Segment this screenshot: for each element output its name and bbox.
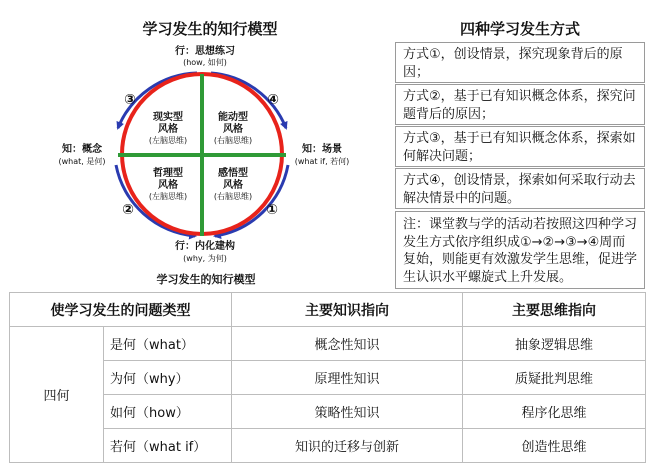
row-thinking: 抽象逻辑思维 <box>463 327 646 361</box>
knowing-acting-model-diagram <box>0 38 390 290</box>
marker-bottom-right: ① <box>266 202 278 218</box>
quadrant-top-right-name: 能动型 <box>218 112 248 123</box>
header-knowledge: 主要知识指向 <box>232 293 463 327</box>
axis-label-bottom: 行：内化建构 <box>175 241 235 252</box>
marker-top-right: ④ <box>267 92 279 108</box>
note-text: 注：课堂教与学的活动若按照这四种学习发生方式依序组织成①→②→③→④周而复始，则能更有效激发学生思维，促进学生认识水平螺旋式上升发展。 <box>403 217 638 285</box>
quadrant-top-left-mode: (左脑思维) <box>148 136 188 145</box>
table-row <box>10 361 646 395</box>
axis-label-top-sub: (how, 如何) <box>183 58 227 67</box>
row-knowledge: 知识的迁移与创新 <box>232 429 463 463</box>
method-2-box <box>395 84 645 125</box>
row-type: 若何（what if） <box>104 429 232 463</box>
axis-label-right: 知：场景 <box>302 144 342 155</box>
table-row <box>10 429 646 463</box>
row-type: 为何（why） <box>104 361 232 395</box>
row-thinking: 质疑批判思维 <box>463 361 646 395</box>
quadrant-top-right-mode: (右脑思维) <box>213 136 253 145</box>
note-box <box>395 211 645 289</box>
row-thinking: 程序化思维 <box>463 395 646 429</box>
method-3-box <box>395 126 645 167</box>
table-row <box>10 395 646 429</box>
row-knowledge: 概念性知识 <box>232 327 463 361</box>
method-4-box <box>395 168 645 209</box>
axis-label-bottom-sub: (why, 为何) <box>183 254 227 263</box>
axis-label-top: 行：思想练习 <box>175 46 235 57</box>
diagram-caption: 学习发生的知行模型 <box>156 273 256 286</box>
quadrant-bottom-left-style: 风格 <box>158 180 178 191</box>
axis-label-left-sub: (what, 是何) <box>58 157 106 166</box>
quadrant-top-left-name: 现实型 <box>153 112 183 123</box>
quadrant-bottom-right-style: 风格 <box>223 180 243 191</box>
axis-label-left: 知：概念 <box>62 144 102 155</box>
quadrant-bottom-right-mode: (右脑思维) <box>213 192 253 201</box>
table-row <box>10 327 646 361</box>
left-panel-title: 学习发生的知行模型 <box>142 20 278 38</box>
quadrant-bottom-right-name: 感悟型 <box>218 168 248 179</box>
row-type: 是何（what） <box>104 327 232 361</box>
table-header-row <box>10 293 646 327</box>
quadrant-top-left-style: 风格 <box>158 124 178 135</box>
quadrant-bottom-left-mode: (左脑思维) <box>148 192 188 201</box>
method-1-box <box>395 42 645 83</box>
method-2-text: 方式②，基于已有知识概念体系，探究问题背后的原因； <box>403 89 636 122</box>
row-thinking: 创造性思维 <box>463 429 646 463</box>
axis-label-right-sub: (what if, 若何) <box>294 157 350 166</box>
marker-top-left: ③ <box>124 92 136 108</box>
header-question-type: 使学习发生的问题类型 <box>10 293 232 327</box>
question-type-table <box>9 292 646 463</box>
group-label: 四何 <box>10 327 104 463</box>
row-knowledge: 策略性知识 <box>232 395 463 429</box>
quadrant-top-right-style: 风格 <box>223 124 243 135</box>
method-3-text: 方式③，基于已有知识概念体系，探索如何解决问题； <box>403 131 636 164</box>
right-panel-title: 四种学习发生方式 <box>459 20 580 38</box>
header-thinking: 主要思维指向 <box>463 293 646 327</box>
row-type: 如何（how） <box>104 395 232 429</box>
method-1-text: 方式①，创设情景，探究现象背后的原因； <box>403 47 623 80</box>
quadrant-bottom-left-name: 哲理型 <box>153 168 183 179</box>
marker-bottom-left: ② <box>122 202 134 218</box>
method-4-text: 方式④，创设情景，探索如何采取行动去解决情景中的问题。 <box>403 173 636 206</box>
row-knowledge: 原理性知识 <box>232 361 463 395</box>
